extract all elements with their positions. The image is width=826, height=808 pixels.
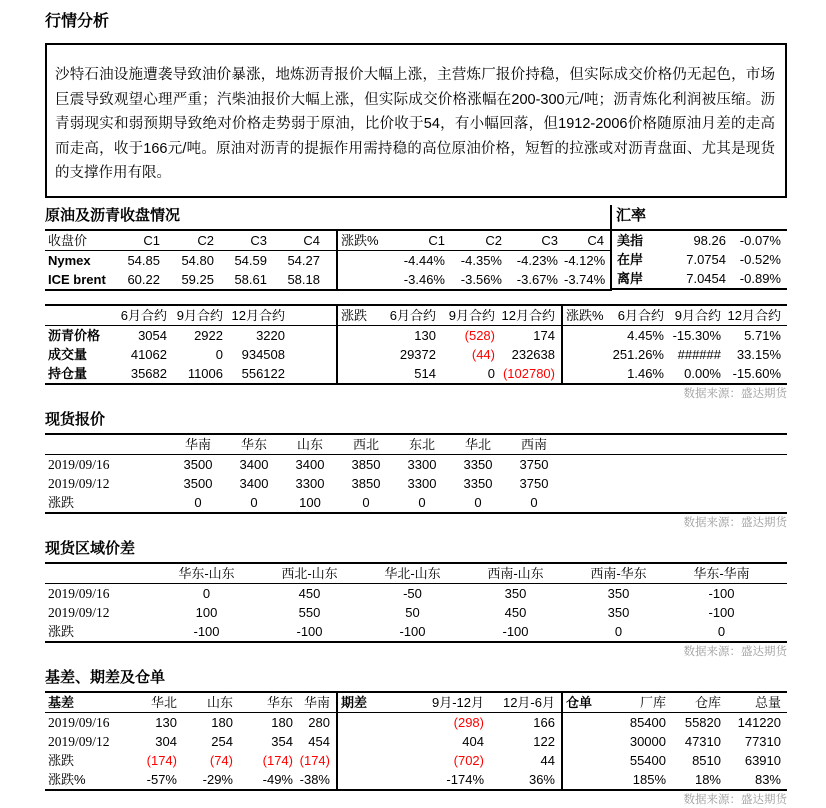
table-cell: -0.89% <box>739 270 781 286</box>
column-header: 华北-山东 <box>361 564 464 584</box>
closing-block <box>45 205 610 291</box>
column-header: 基差 <box>45 693 133 713</box>
row-label: 涨跌 <box>48 752 75 768</box>
table-cell: (702) <box>453 752 484 768</box>
table-cell: 450 <box>298 585 321 601</box>
table-cell: -50 <box>403 585 422 601</box>
table-cell: 556122 <box>241 365 285 381</box>
table-cell: 54.59 <box>234 252 267 268</box>
column-header: 12月合约 <box>727 305 787 326</box>
table-row <box>45 603 787 622</box>
column-header: 6月合约 <box>379 305 442 326</box>
column-header: 西南-华东 <box>567 564 670 584</box>
table-row <box>45 622 787 642</box>
table-cell: 58.61 <box>234 271 267 287</box>
column-header: C2 <box>166 231 220 251</box>
table-cell: -15.60% <box>732 365 781 381</box>
table-cell: (174) <box>262 752 293 768</box>
spacer-cell <box>773 603 787 622</box>
spacer-cell <box>562 493 787 513</box>
table-cell: 180 <box>211 714 233 730</box>
column-header: 华南 <box>299 693 337 713</box>
table-cell: 11006 <box>187 365 223 381</box>
table-cell: 58.18 <box>287 271 320 287</box>
spacer-cell <box>326 270 337 290</box>
table-cell: 350 <box>607 585 630 601</box>
table-row <box>45 454 787 474</box>
spacer-cell <box>562 454 787 474</box>
column-header: 西北-山东 <box>258 564 361 584</box>
row-label: 2019/09/16 <box>48 585 110 601</box>
table-cell: 41062 <box>130 346 167 362</box>
spacer-cell <box>562 770 610 790</box>
table-cell: 0 <box>614 623 623 639</box>
table-cell: -0.07% <box>739 232 781 248</box>
table-cell: 404 <box>462 733 484 749</box>
table-row <box>45 712 787 732</box>
spacer-cell <box>337 751 395 770</box>
table-cell: 0 <box>487 365 495 381</box>
table-cell: (528) <box>464 327 495 343</box>
table-cell: 2922 <box>194 327 223 343</box>
table-row <box>45 305 787 326</box>
column-header: 总量 <box>727 693 787 713</box>
table-cell: 100 <box>299 494 321 510</box>
column-header: 华北 <box>450 435 506 455</box>
column-header: 华东-山东 <box>155 564 258 584</box>
spacer-cell <box>45 305 103 326</box>
spacer-cell <box>337 345 379 364</box>
basis-section <box>45 667 787 808</box>
table-cell: 254 <box>211 733 233 749</box>
spacer-cell <box>562 712 610 732</box>
spacer-cell <box>562 474 787 493</box>
table-cell: 3850 <box>351 456 381 472</box>
row-label: 涨跌 <box>48 494 75 510</box>
spot-table <box>45 435 787 514</box>
column-header: 12月合约 <box>229 305 291 326</box>
table-cell: 3400 <box>239 456 269 472</box>
table-cell: 54.85 <box>127 252 160 268</box>
section-title-regional: 现货区域价差 <box>45 538 787 564</box>
table-cell: -174% <box>446 771 484 787</box>
table-cell: 304 <box>155 733 177 749</box>
column-header: 9月-12月 <box>395 693 490 713</box>
source-note: 数据来源：盛达期货 <box>683 793 787 806</box>
column-header: 西南 <box>506 435 562 455</box>
table-cell: 3220 <box>256 327 285 343</box>
column-header: 期差 <box>337 693 395 713</box>
table-cell: 450 <box>504 604 527 620</box>
table-cell: 7.0454 <box>686 270 726 286</box>
closing-section <box>45 205 787 291</box>
table-cell: -29% <box>202 771 233 787</box>
table-cell: (74) <box>209 752 233 768</box>
table-cell: 3300 <box>407 475 437 491</box>
table-cell: 33.15% <box>736 346 781 362</box>
table-cell: 280 <box>308 714 330 730</box>
fx-block <box>610 205 787 291</box>
table-cell: 3750 <box>519 475 549 491</box>
table-cell: (44) <box>471 346 495 362</box>
table-row <box>45 474 787 493</box>
table-cell: (298) <box>453 714 484 730</box>
column-header: 仓库 <box>672 693 727 713</box>
table-cell: -3.56% <box>460 271 502 287</box>
page-title: 行情分析 <box>45 13 110 30</box>
table-row <box>612 250 787 269</box>
table-cell: 3350 <box>463 475 493 491</box>
table-cell: 0 <box>250 494 258 510</box>
column-header: 华北 <box>133 693 183 713</box>
table-cell: 141220 <box>737 714 781 730</box>
column-header: 山东 <box>183 693 239 713</box>
fx-table <box>612 231 787 290</box>
spacer-cell <box>773 564 787 584</box>
section-title-fx: 汇率 <box>612 205 787 231</box>
spacer-cell <box>562 364 608 384</box>
table-cell: 166 <box>533 714 555 730</box>
table-cell: 185% <box>632 771 666 787</box>
source-note: 数据来源：盛达期货 <box>683 387 787 400</box>
section-title-spot: 现货报价 <box>45 409 787 435</box>
row-label: 涨跌% <box>48 771 86 787</box>
column-header: 华东 <box>226 435 282 455</box>
table-row <box>45 364 787 384</box>
column-header: 西南-山东 <box>464 564 567 584</box>
basis-table <box>45 693 787 791</box>
table-cell: (102780) <box>502 365 555 381</box>
table-row <box>45 693 787 713</box>
table-cell: 934508 <box>241 346 285 362</box>
table-cell: 60.22 <box>127 271 160 287</box>
table-cell: 0 <box>530 494 538 510</box>
spacer-cell <box>562 345 608 364</box>
column-header: 9月合约 <box>442 305 501 326</box>
spacer-cell <box>337 770 395 790</box>
column-header: 华东-华南 <box>670 564 773 584</box>
table-cell: 354 <box>271 733 293 749</box>
table-row <box>45 435 787 455</box>
column-header: 9月合约 <box>670 305 727 326</box>
spacer-cell <box>291 325 337 345</box>
table-cell: -100 <box>502 623 529 639</box>
column-header: C4 <box>273 231 326 251</box>
table-cell: 3300 <box>407 456 437 472</box>
table-row <box>45 770 787 790</box>
table-row <box>45 345 787 364</box>
table-cell: -3.67% <box>516 271 558 287</box>
spacer-cell <box>337 712 395 732</box>
table-cell: 54.27 <box>287 252 320 268</box>
spacer-cell <box>773 583 787 603</box>
table-cell: -3.74% <box>564 271 606 287</box>
table-cell: 98.26 <box>693 232 726 248</box>
table-cell: 3850 <box>351 475 381 491</box>
row-label: 美指 <box>617 232 644 248</box>
spacer-cell <box>45 435 170 455</box>
table-cell: -57% <box>146 771 177 787</box>
analysis-text: 沙特石油设施遭袭导致油价暴涨，地炼沥青报价大幅上涨，主营炼厂报价持稳，但实际成交价格仍无起色，市场巨震导致观望心理严重；汽柴油报价大幅上涨，但实际成交价格涨幅在200-300元/吨；沥青炼化利润被压缩。沥青弱现实和弱预期导致绝对价格走势弱于原油，比价收于54，有小幅回落，但1912-2006价格随原油月差的走高而走高，收于166元/吨。原油对沥青的提振作用需持稳的高位原油价格，短暂的拉涨或对沥青盘面、尤其是现货的支撑作用有限。 <box>55 67 775 181</box>
section-title-closing: 原油及沥青收盘情况 <box>45 205 610 231</box>
spacer-cell <box>337 732 395 751</box>
row-label: 2019/09/12 <box>48 604 110 620</box>
row-label: 2019/09/16 <box>48 714 110 730</box>
table-cell: 0 <box>717 623 726 639</box>
table-cell: 130 <box>414 327 436 343</box>
table-cell: 85400 <box>629 714 666 730</box>
table-cell: -4.35% <box>460 252 502 268</box>
table-cell: 3350 <box>463 456 493 472</box>
row-label: 涨跌 <box>48 623 75 639</box>
spacer-cell <box>562 732 610 751</box>
column-header: C1 <box>115 231 166 251</box>
column-header: C4 <box>564 231 610 251</box>
table-cell: 44 <box>540 752 555 768</box>
table-cell: 59.25 <box>181 271 214 287</box>
row-label: Nymex <box>48 252 91 268</box>
table-row <box>45 231 610 251</box>
column-header: 9月合约 <box>173 305 229 326</box>
table-cell: 1.46% <box>627 365 664 381</box>
column-header: 山东 <box>282 435 338 455</box>
table-cell: 0 <box>362 494 370 510</box>
table-cell: -4.23% <box>516 252 558 268</box>
table-cell: -4.44% <box>403 252 445 268</box>
table-cell: 8510 <box>692 752 721 768</box>
column-header: 涨跌 <box>337 305 379 326</box>
column-header: 东北 <box>394 435 450 455</box>
table-cell: 63910 <box>744 752 781 768</box>
spot-section <box>45 409 787 531</box>
table-cell: 77310 <box>744 733 781 749</box>
table-cell: 0 <box>202 585 211 601</box>
regional-table <box>45 564 787 643</box>
table-row <box>45 325 787 345</box>
table-cell: 0 <box>418 494 426 510</box>
table-cell: 514 <box>414 365 436 381</box>
table-cell: -100 <box>193 623 220 639</box>
column-header: C3 <box>220 231 273 251</box>
table-cell: -0.52% <box>739 251 781 267</box>
source-note: 数据来源：盛达期货 <box>683 645 787 658</box>
table-cell: -15.30% <box>672 327 721 343</box>
table-cell: 350 <box>607 604 630 620</box>
table-cell: 454 <box>308 733 330 749</box>
table-cell: (174) <box>146 752 177 768</box>
spacer-cell <box>337 364 379 384</box>
column-header: 仓单 <box>562 693 610 713</box>
row-label: 成交量 <box>48 346 88 362</box>
table-cell: 5.71% <box>744 327 781 343</box>
table-cell: 4.45% <box>627 327 664 343</box>
table-cell: -38% <box>299 771 330 787</box>
source-note: 数据来源：盛达期货 <box>683 516 787 529</box>
table-cell: 30000 <box>629 733 666 749</box>
table-cell: 55400 <box>629 752 666 768</box>
table-cell: 35682 <box>130 365 167 381</box>
section-title-basis: 基差、期差及仓单 <box>45 667 787 693</box>
spacer-cell <box>773 622 787 642</box>
table-cell: 3400 <box>239 475 269 491</box>
table-cell: 47310 <box>684 733 721 749</box>
table-cell: 232638 <box>511 346 555 362</box>
table-cell: 3054 <box>138 327 167 343</box>
table-cell: 7.0754 <box>686 251 726 267</box>
table-cell: 3750 <box>519 456 549 472</box>
table-cell: 550 <box>298 604 321 620</box>
spacer-cell <box>291 345 337 364</box>
table-cell: 18% <box>694 771 721 787</box>
table-row <box>45 270 610 290</box>
spacer-cell <box>45 564 155 584</box>
table-row <box>612 231 787 250</box>
column-header: 厂库 <box>610 693 672 713</box>
table-cell: ###### <box>677 346 721 362</box>
row-label: 2019/09/12 <box>48 475 110 491</box>
table-cell: 50 <box>405 604 420 620</box>
table-row <box>45 732 787 751</box>
spacer-cell <box>562 751 610 770</box>
spacer-cell <box>562 435 787 455</box>
table-row <box>45 751 787 770</box>
spacer-cell <box>291 305 337 326</box>
column-header: C1 <box>383 231 451 251</box>
column-header: 收盘价 <box>45 231 115 251</box>
table-cell: 54.80 <box>181 252 214 268</box>
table-cell: -100 <box>399 623 426 639</box>
row-label: 2019/09/16 <box>48 456 110 472</box>
analysis-box <box>45 43 787 198</box>
spacer-cell <box>337 270 383 290</box>
table-cell: -4.12% <box>564 252 606 268</box>
table-cell: 3400 <box>295 456 325 472</box>
column-header: 华南 <box>170 435 226 455</box>
column-header: C2 <box>451 231 508 251</box>
table-row <box>45 493 787 513</box>
row-label: ICE brent <box>48 271 106 287</box>
table-row <box>612 269 787 289</box>
table-cell: 0 <box>194 494 202 510</box>
closing-table <box>45 231 610 291</box>
column-header: C3 <box>508 231 564 251</box>
row-label: 在岸 <box>617 251 644 267</box>
spacer-cell <box>337 325 379 345</box>
row-label: 沥青价格 <box>48 327 101 343</box>
table-cell: 350 <box>504 585 527 601</box>
table-cell: 83% <box>754 771 781 787</box>
spacer-cell <box>562 325 608 345</box>
table-cell: 0.00% <box>684 365 721 381</box>
table-cell: 130 <box>155 714 177 730</box>
table-row <box>45 583 787 603</box>
futures-table <box>45 304 787 385</box>
table-cell: 36% <box>528 771 555 787</box>
column-header: 12月-6月 <box>490 693 562 713</box>
table-cell: 122 <box>533 733 555 749</box>
column-header: 涨跌% <box>337 231 383 251</box>
table-cell: 251.26% <box>612 346 664 362</box>
table-cell: -3.46% <box>403 271 445 287</box>
table-cell: 0 <box>215 346 223 362</box>
spacer-cell <box>326 231 337 251</box>
table-cell: 29372 <box>399 346 436 362</box>
table-cell: -49% <box>262 771 293 787</box>
table-cell: 174 <box>533 327 555 343</box>
column-header: 西北 <box>338 435 394 455</box>
table-cell: 100 <box>195 604 218 620</box>
table-cell: 55820 <box>684 714 721 730</box>
row-label: 2019/09/12 <box>48 733 110 749</box>
table-cell: 3500 <box>183 475 213 491</box>
regional-section <box>45 538 787 660</box>
table-cell: -100 <box>708 585 735 601</box>
spacer-cell <box>326 250 337 270</box>
table-cell: 0 <box>474 494 482 510</box>
column-header: 涨跌% <box>562 305 608 326</box>
column-header: 12月合约 <box>501 305 562 326</box>
spacer-cell <box>291 364 337 384</box>
table-cell: 3500 <box>183 456 213 472</box>
table-cell: 180 <box>271 714 293 730</box>
column-header: 6月合约 <box>103 305 173 326</box>
table-cell: (174) <box>299 752 330 768</box>
table-cell: -100 <box>708 604 735 620</box>
column-header: 华东 <box>239 693 299 713</box>
row-label: 离岸 <box>617 270 644 286</box>
table-row <box>45 250 610 270</box>
table-cell: 3300 <box>295 475 325 491</box>
row-label: 持仓量 <box>48 365 88 381</box>
column-header: 6月合约 <box>608 305 670 326</box>
table-cell: -100 <box>296 623 323 639</box>
table-row <box>45 564 787 584</box>
spacer-cell <box>337 250 383 270</box>
